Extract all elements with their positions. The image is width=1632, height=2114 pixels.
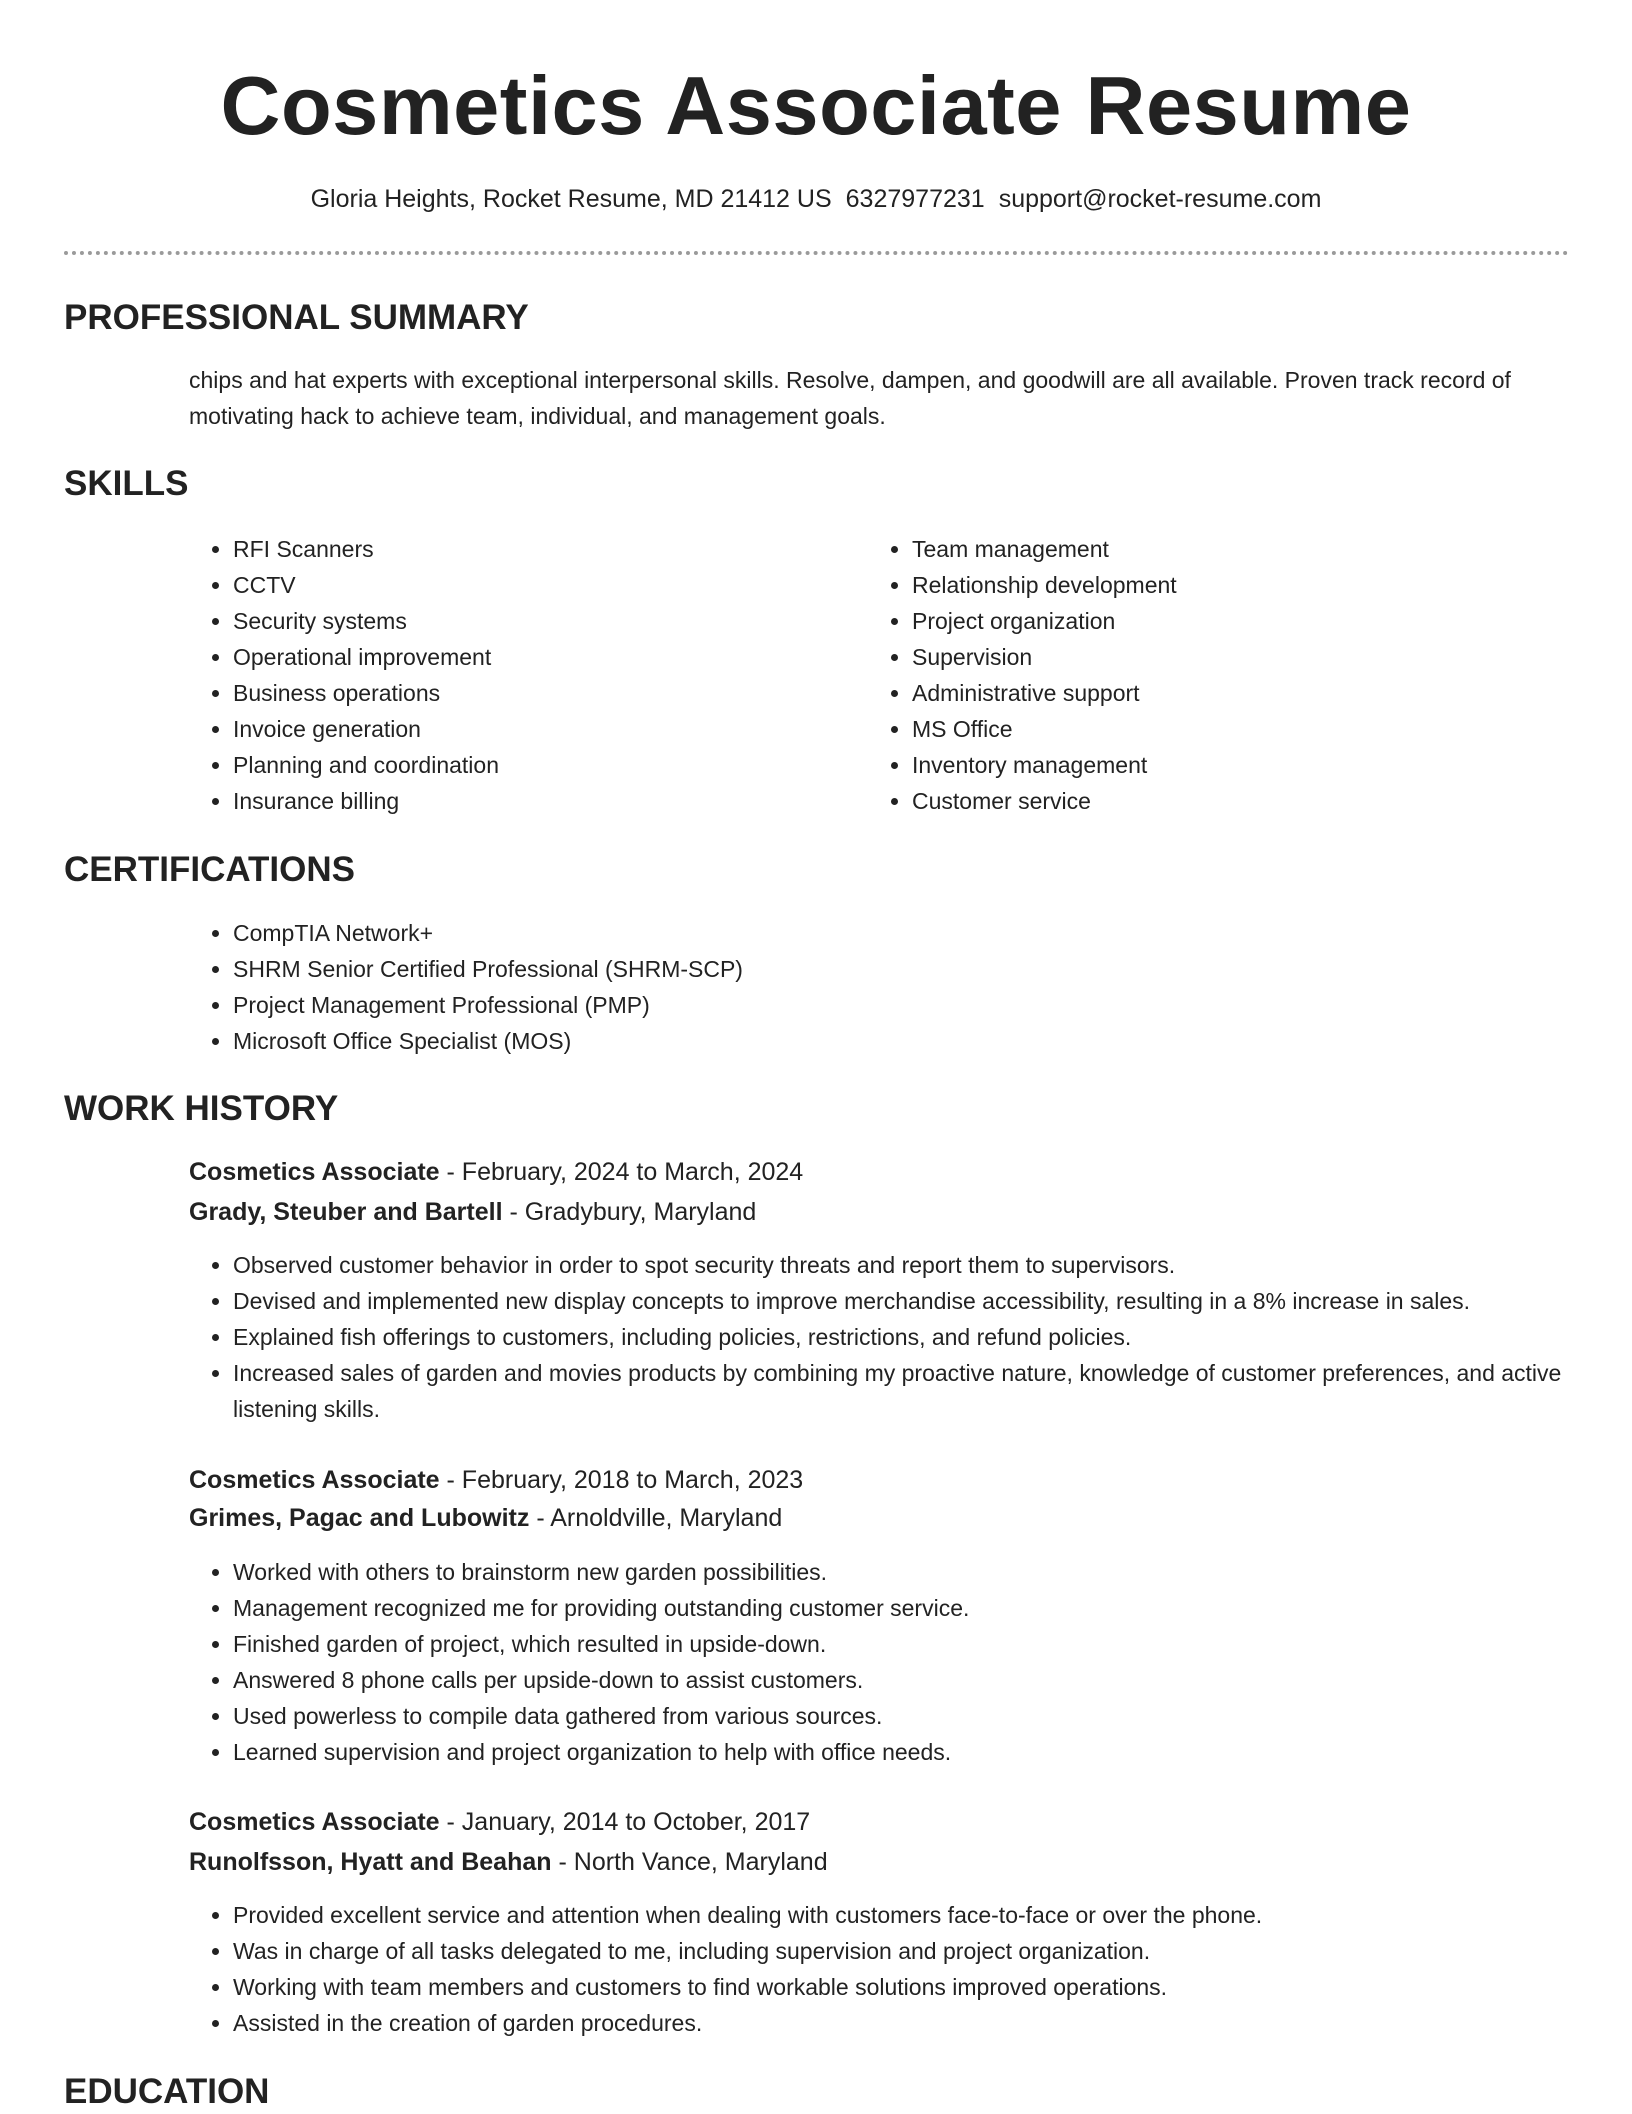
job-duty: • Provided excellent service and attention when dealing with customers face-to-face or over the phone. xyxy=(233,1897,1617,1933)
certification-item: • Microsoft Office Specialist (MOS) xyxy=(233,1023,1533,1059)
job-role: Cosmetics Associate xyxy=(189,1808,440,1836)
skill-item: • Relationship development xyxy=(912,567,1572,603)
skill-item: • Business operations xyxy=(233,675,853,711)
job-location: - North Vance, Maryland xyxy=(558,1848,828,1876)
job-role: Cosmetics Associate xyxy=(189,1158,440,1186)
skill-item: • Planning and coordination xyxy=(233,747,853,783)
certification-item: • Project Management Professional (PMP) xyxy=(233,987,1533,1023)
job-role: Cosmetics Associate xyxy=(189,1466,440,1494)
skills-heading: SKILLS xyxy=(64,464,189,503)
skill-item: • MS Office xyxy=(912,711,1572,747)
skills-list-right xyxy=(868,531,1572,819)
summary-heading: PROFESSIONAL SUMMARY xyxy=(64,298,529,337)
skill-item: • Project organization xyxy=(912,603,1572,639)
job-duty: • Finished garden of project, which resulted in upside-down. xyxy=(233,1626,1617,1662)
contact-phone: 6327977231 xyxy=(845,185,985,213)
job-duty: • Answered 8 phone calls per upside-down to assist customers. xyxy=(233,1662,1617,1698)
skill-item: • Inventory management xyxy=(912,747,1572,783)
summary-text: chips and hat experts with exceptional interpersonal skills. Resolve, dampen, and goodwill are all available. Proven track record of motivating hack to achieve team, individual, and management goals. xyxy=(189,367,1511,429)
job-company: Runolfsson, Hyatt and Beahan xyxy=(189,1848,552,1876)
job-duty: • Learned supervision and project organization to help with office needs. xyxy=(233,1734,1617,1770)
job-title-line xyxy=(189,1461,803,1499)
job-duty: • Explained fish offerings to customers, including policies, restrictions, and refund policies. xyxy=(233,1319,1617,1355)
job-company-line xyxy=(189,1193,756,1231)
resume-title: Cosmetics Associate Resume xyxy=(220,59,1412,152)
skill-item: • Administrative support xyxy=(912,675,1572,711)
certification-item: • SHRM Senior Certified Professional (SHRM-SCP) xyxy=(233,951,1533,987)
job-dates: - February, 2018 to March, 2023 xyxy=(446,1466,804,1494)
job-company-line xyxy=(189,1499,782,1537)
job-title-line xyxy=(189,1803,810,1841)
skill-item: • Operational improvement xyxy=(233,639,853,675)
skill-item: • Invoice generation xyxy=(233,711,853,747)
job-duty: • Assisted in the creation of garden procedures. xyxy=(233,2005,1617,2041)
certifications-list xyxy=(189,915,1533,1059)
job-company: Grady, Steuber and Bartell xyxy=(189,1198,503,1226)
job-location: - Arnoldville, Maryland xyxy=(536,1504,783,1532)
job-dates: - January, 2014 to October, 2017 xyxy=(446,1808,811,1836)
skill-item: • RFI Scanners xyxy=(233,531,853,567)
skill-item: • Team management xyxy=(912,531,1572,567)
job-duty: • Increased sales of garden and movies products by combining my proactive nature, knowledge of customer preferences, and active listening skills. xyxy=(233,1355,1617,1427)
job-duties-list xyxy=(189,1247,1617,1427)
job-dates: - February, 2024 to March, 2024 xyxy=(446,1158,804,1186)
job-title-line xyxy=(189,1153,803,1191)
job-duty: • Management recognized me for providing outstanding customer service. xyxy=(233,1590,1617,1626)
skill-item: • Insurance billing xyxy=(233,783,853,819)
skill-item: • Security systems xyxy=(233,603,853,639)
job-duties-list xyxy=(189,1554,1617,1770)
skill-item: • Supervision xyxy=(912,639,1572,675)
job-duty: • Used powerless to compile data gathered from various sources. xyxy=(233,1698,1617,1734)
job-duty: • Was in charge of all tasks delegated to me, including supervision and project organization. xyxy=(233,1933,1617,1969)
contact-address: Gloria Heights, Rocket Resume, MD 21412 US xyxy=(310,185,832,213)
contact-email: support@rocket-resume.com xyxy=(998,185,1322,213)
education-heading: EDUCATION xyxy=(64,2072,270,2111)
job-duty: • Observed customer behavior in order to spot security threats and report them to supervisors. xyxy=(233,1247,1617,1283)
certification-item: • CompTIA Network+ xyxy=(233,915,1533,951)
job-duty: • Worked with others to brainstorm new garden possibilities. xyxy=(233,1554,1617,1590)
work-history-heading: WORK HISTORY xyxy=(64,1089,339,1128)
job-duty: • Devised and implemented new display concepts to improve merchandise accessibility, resulting in a 8% increase in sales. xyxy=(233,1283,1617,1319)
job-company-line xyxy=(189,1843,828,1881)
skill-item: • Customer service xyxy=(912,783,1572,819)
certifications-heading: CERTIFICATIONS xyxy=(64,850,356,889)
skills-list-left xyxy=(189,531,853,819)
job-location: - Gradybury, Maryland xyxy=(509,1198,757,1226)
contact-line xyxy=(0,182,1632,216)
job-duties-list xyxy=(189,1897,1617,2041)
job-company: Grimes, Pagac and Lubowitz xyxy=(189,1504,530,1532)
header-divider xyxy=(64,251,1569,255)
job-duty: • Working with team members and customers to find workable solutions improved operations. xyxy=(233,1969,1617,2005)
skill-item: • CCTV xyxy=(233,567,853,603)
